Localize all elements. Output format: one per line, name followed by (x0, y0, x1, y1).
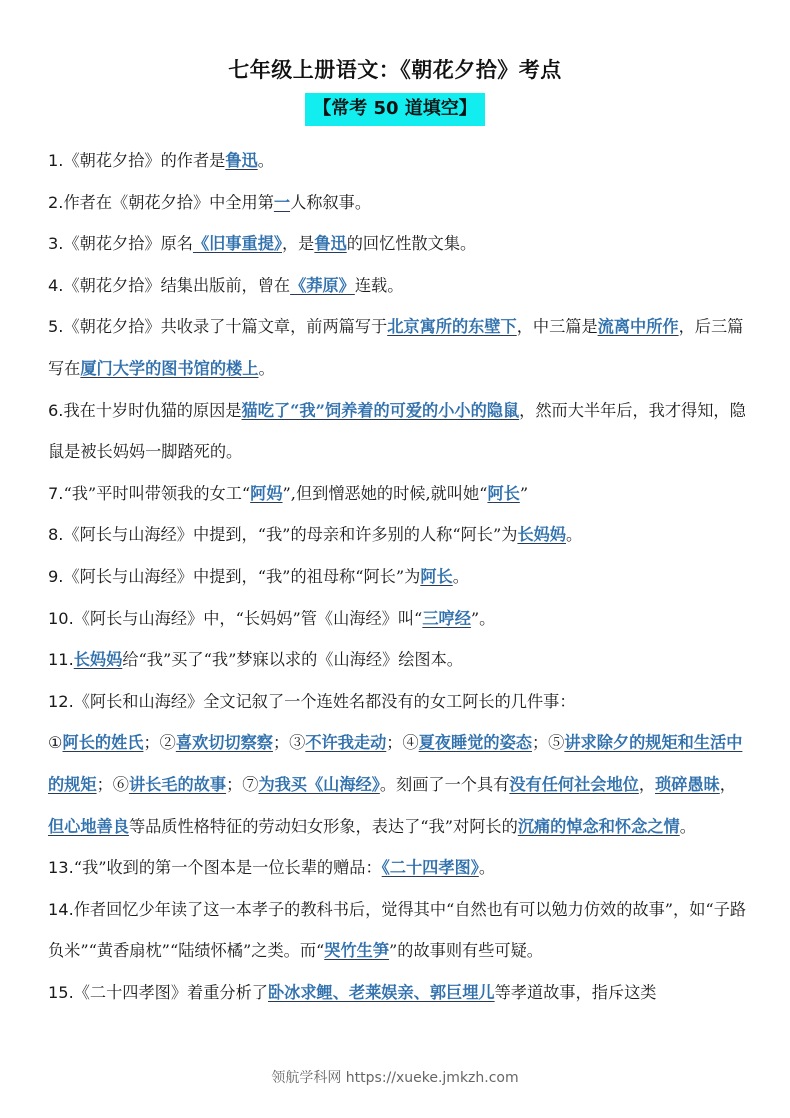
question-item (48, 140, 748, 182)
answer-blank: 鲁迅 (225, 151, 258, 170)
question-text: ， (638, 774, 656, 794)
question-text: 《阿长和山海经》全文记叙了一个连姓名都没有的女工阿长的几件事： (73, 691, 576, 711)
question-item (48, 889, 748, 972)
question-text: 等孝道故事，指斥这类 (494, 982, 657, 1002)
question-item (48, 681, 748, 723)
question-text: 《朝花夕拾》的作者是 (63, 151, 226, 170)
question-text: “我”收到的第一个图本是一位长辈的赠品： (73, 858, 382, 878)
question-number: 12. (48, 691, 74, 711)
question-text: ，后三篇写在 (48, 317, 744, 378)
question-number: 10. (48, 608, 74, 628)
answer-blank: 讲求除夕的规矩和生活中的规矩 (48, 733, 743, 794)
question-text: 。 (257, 151, 274, 170)
question-item (48, 598, 748, 640)
question-text: ” (519, 483, 529, 503)
question-text: 作者在《朝花夕拾》中全用第 (63, 192, 274, 212)
question-item (48, 847, 748, 889)
question-text: ① (48, 733, 63, 753)
question-text: ；④ (386, 733, 419, 753)
answer-blank: 三哼经 (422, 608, 471, 628)
question-item (48, 972, 748, 1014)
answer-blank: 阿长的姓氏 (62, 733, 144, 753)
question-text: 。刻画了一个具有 (379, 774, 510, 794)
question-number: 3. (48, 234, 64, 254)
question-text: 作者回忆少年读了这一本孝子的教科书后，觉得其中“自然也有可以勉力仿效的故事”，如“子路负米”“黄香扇枕”“陆绩怀橘”之类。而“ (48, 899, 747, 961)
question-text: 的回忆性散文集。 (346, 234, 477, 254)
question-item (48, 473, 748, 515)
question-list (48, 140, 748, 1013)
question-text: 。 (452, 566, 469, 586)
question-text: 人称叙事。 (290, 192, 372, 212)
question-text: 《二十四孝图》着重分析了 (73, 982, 268, 1002)
question-number: 15. (48, 982, 74, 1002)
answer-blank: 讲长毛的故事 (128, 774, 227, 794)
question-text: ”。 (470, 608, 496, 628)
question-text: 我在十岁时仇猫的原因是 (63, 400, 242, 420)
answer-blank: 阿妈 (250, 483, 283, 503)
answer-blank: 一 (273, 192, 291, 212)
answer-blank: 猫吃了“我”饲养着的可爱的小小的隐鼠 (241, 400, 520, 420)
answer-blank: 《旧事重提》 (192, 234, 282, 254)
answer-blank: 哭竹生笋 (324, 941, 390, 961)
question-text: 《阿长与山海经》中提到，“我”的母亲和许多别的人称“阿长”为 (63, 525, 518, 545)
question-text: 给“我”买了“我”梦寐以求的《山海经》绘图本。 (122, 650, 463, 670)
answer-blank: 阿长 (487, 483, 520, 503)
answer-blank: 但心地善良 (48, 816, 129, 836)
answer-blank: 卧冰求鲤、老莱娱亲、郭巨埋儿 (268, 982, 495, 1002)
answer-blank: 阿长 (420, 566, 453, 586)
subtitle: 【常考 50 道填空】 (305, 93, 485, 126)
question-text: ；③ (272, 733, 306, 753)
question-item (48, 639, 748, 681)
answer-blank: 夏夜睡觉的姿态 (418, 733, 532, 753)
question-item (48, 390, 748, 473)
answer-blank: 流离中所作 (597, 317, 679, 337)
question-item (48, 182, 748, 224)
question-text: 《朝花夕拾》共收录了十篇文章，前两篇写于 (63, 317, 388, 337)
question-text: ，中三篇是 (516, 317, 598, 337)
question-number: 4. (48, 275, 64, 295)
answer-blank: 鲁迅 (314, 234, 347, 254)
question-item (48, 722, 748, 847)
answer-blank: 《莽原》 (290, 275, 355, 295)
question-text: ；⑥ (96, 774, 129, 794)
question-text: 《阿长与山海经》中，“长妈妈”管《山海经》叫“ (73, 608, 423, 628)
question-text: 。 (566, 525, 583, 545)
question-number: 5. (48, 317, 64, 337)
question-number: 13. (48, 858, 74, 878)
question-text: 《朝花夕拾》结集出版前，曾在 (63, 275, 291, 295)
question-number: 6. (48, 400, 64, 420)
question-text: ；② (143, 733, 176, 753)
question-number: 1. (48, 151, 64, 170)
page-title: 七年级上册语文：《朝花夕拾》考点 (228, 58, 562, 82)
answer-blank: 喜欢切切察察 (175, 733, 273, 753)
question-number: 14. (48, 899, 74, 919)
question-text: 连载。 (354, 275, 404, 295)
question-number: 11. (48, 650, 74, 670)
subtitle-banner (0, 93, 790, 126)
question-text: ， (719, 774, 736, 794)
answer-blank: 《二十四孝图》 (381, 858, 479, 878)
question-number: 9. (48, 566, 64, 586)
answer-blank: 北京寓所的东壁下 (387, 317, 517, 337)
question-text: 。 (478, 858, 495, 878)
question-text: ，然而大半年后，我才得知，隐鼠是被长妈妈一脚踏死的。 (48, 400, 746, 462)
answer-blank: 没有任何社会地位 (509, 774, 639, 794)
question-number: 7. (48, 483, 64, 503)
question-number: 2. (48, 192, 64, 212)
question-text: ，是 (281, 234, 315, 254)
question-number: 8. (48, 525, 64, 545)
question-text: ；⑤ (531, 733, 565, 753)
question-text: 。 (679, 816, 696, 836)
answer-blank: 为我买《山海经》 (258, 774, 380, 794)
answer-blank: 厦门大学的图书馆的楼上 (80, 358, 259, 378)
question-item (48, 265, 748, 307)
question-text: ；⑦ (226, 774, 259, 794)
footer-watermark: 领航学科网 https://xueke.jmkzh.com (271, 1070, 519, 1086)
answer-blank: 不许我走动 (305, 733, 387, 753)
answer-blank: 长妈妈 (517, 525, 566, 545)
question-text: 《阿长与山海经》中提到，“我”的祖母称“阿长”为 (63, 566, 421, 586)
question-text: 。 (258, 358, 275, 378)
answer-blank: 长妈妈 (73, 650, 123, 670)
question-text: “我”平时叫带领我的女工“ (63, 483, 251, 503)
question-item (48, 306, 748, 389)
question-item (48, 223, 748, 265)
question-item (48, 556, 748, 598)
question-text: ”,但到憎恶她的时候,就叫她“ (282, 483, 488, 503)
answer-blank: 沉痛的悼念和怀念之情 (517, 816, 680, 836)
question-text: 《朝花夕拾》原名 (63, 234, 193, 254)
question-text: 等品质性格特征的劳动妇女形象，表达了“我”对阿长的 (128, 816, 518, 836)
question-item (48, 514, 748, 556)
question-text: ”的故事则有些可疑。 (389, 941, 543, 961)
answer-blank: 琐碎愚昧 (655, 774, 720, 794)
